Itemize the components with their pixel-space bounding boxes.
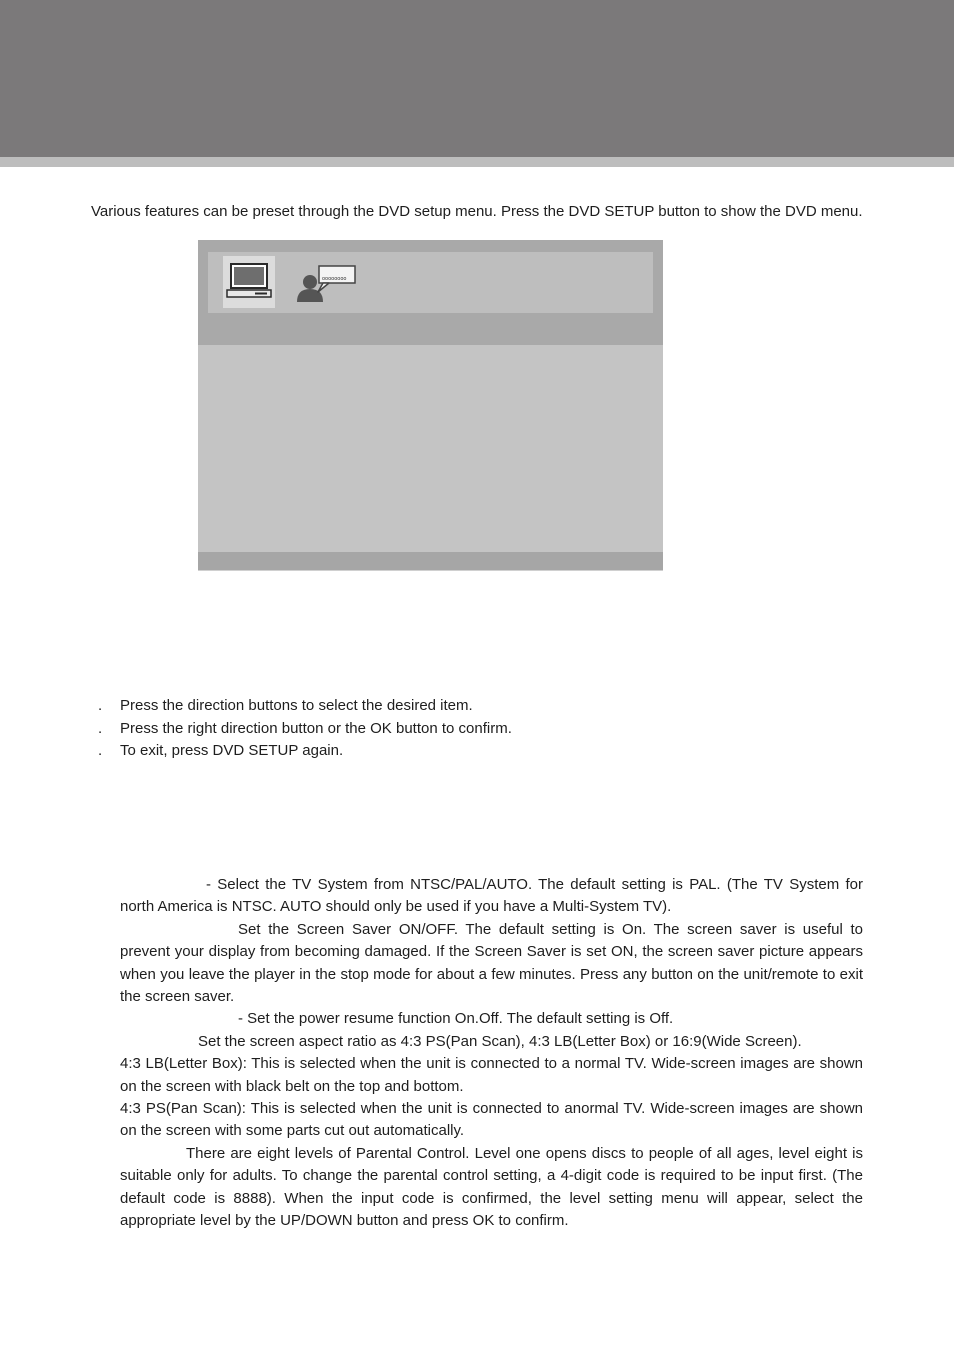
aspect-ratio-description: Set the screen aspect ratio as 4:3 PS(Pan Scan), 4:3 LB(Letter Box) or 16:9(Wide Screen). [198,1032,802,1050]
intro-paragraph: Various features can be preset through the DVD setup menu. Press the DVD SETUP button to show the DVD menu. [91,203,863,220]
instruction-steps [98,695,512,763]
parental-lock-icon[interactable] [295,262,359,304]
header-strip [0,157,954,167]
parental-control-description: There are eight levels of Parental Control. Level one opens discs to people of all ages, level eight is suitable only for adults. To change the parental control setting, a 4-digit code is required to be input first. (The default code is 8888). When the input code is confirmed, the level setting menu will appear, select the appropriate level by the UP/DOWN button and press OK to confirm. [120,1144,863,1230]
header-band [0,0,954,157]
panscan-description: 4:3 PS(Pan Scan): This is selected when the unit is connected to anormal TV. Wide-screen images are shown on the screen with some parts cut out automatically. [120,1100,863,1140]
dvd-player-icon [225,262,273,302]
step-item [98,695,512,718]
step-item [98,740,512,763]
menu-footer [198,552,663,571]
step-bullet: . [98,697,103,714]
screen-saver-description: Set the Screen Saver ON/OFF. The default setting is On. The screen saver is useful to prevent your display from becoming damaged. If the Screen Saver is set ON, the screen saver picture appears when you leave the player in the stop mode for about a few minutes. Press any button on the unit/remote to exit the screen saver. [120,920,863,1006]
tv-system-description: - Select the TV System from NTSC/PAL/AUTO. The default setting is PAL. (The TV System for north America is NTSC. AUTO should only be used if you have a Multi-System TV). [120,876,863,916]
svg-text:oooooooo: oooooooo [322,276,347,282]
step-text: Press the right direction button or the OK button to confirm. [120,719,512,737]
step-bullet: . [98,719,103,737]
menu-body [198,345,663,552]
step-text: Press the direction buttons to select the desired item. [120,697,473,714]
step-text: To exit, press DVD SETUP again. [120,742,344,759]
settings-descriptions [120,874,863,1233]
tab-system-setup[interactable] [223,256,275,308]
step-bullet: . [98,742,103,759]
dvd-setup-menu-screen [198,240,663,570]
resume-description: - Set the power resume function On.Off. The default setting is Off. [238,1010,674,1028]
letterbox-description: 4:3 LB(Letter Box): This is selected when the unit is connected to a normal TV. Wide-screen images are shown on the screen with black belt on the top and bottom. [120,1055,863,1095]
step-item [98,718,512,741]
